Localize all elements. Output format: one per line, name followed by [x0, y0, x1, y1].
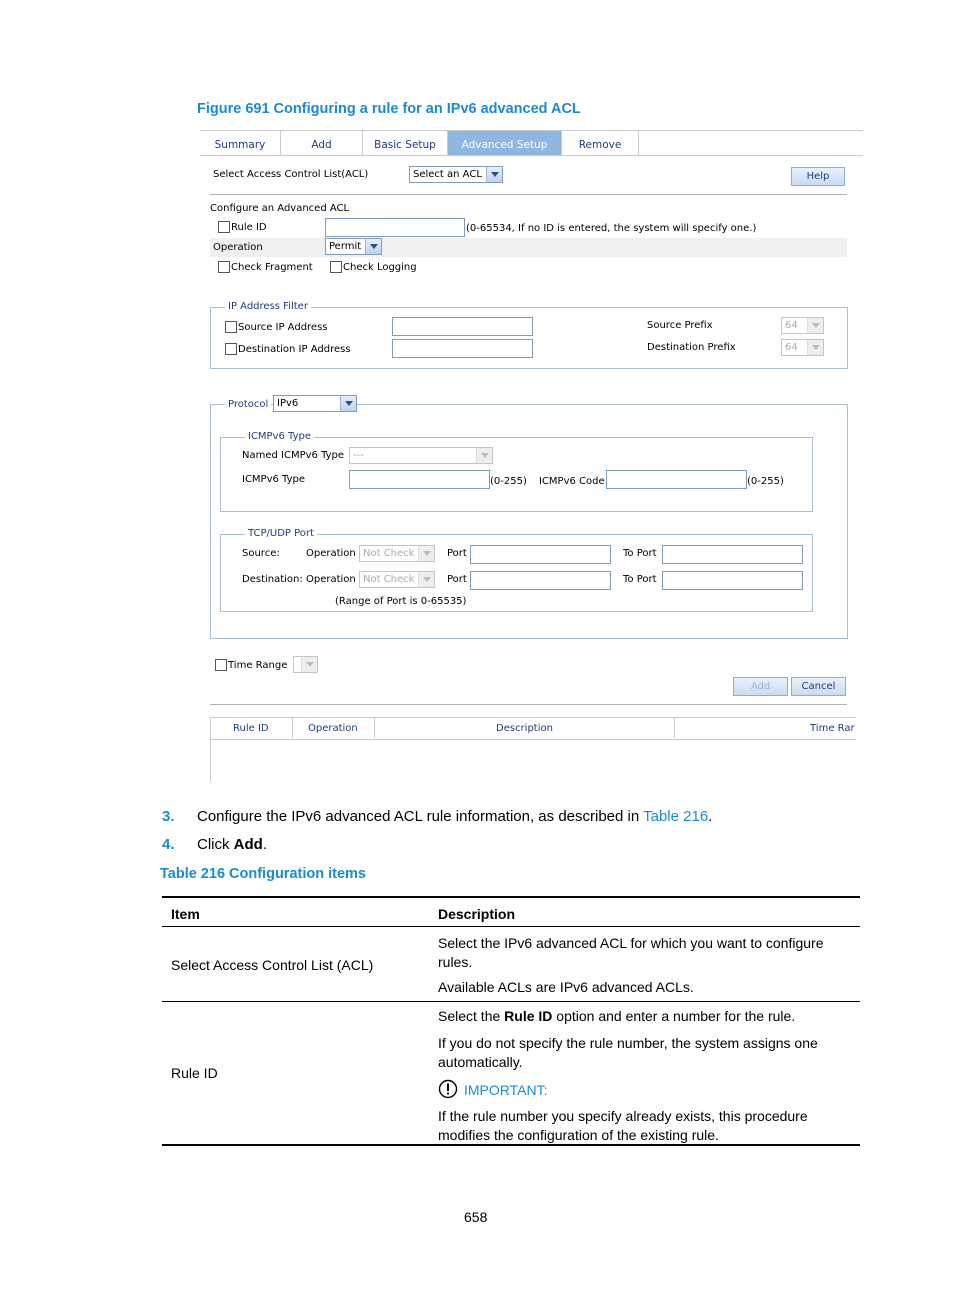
named-icmpv6-select[interactable] [349, 447, 493, 464]
table-bottom-rule [162, 1144, 860, 1146]
destination-to-port-label: To Port [623, 574, 657, 585]
row2-desc3: If the rule number you specify already exists, this procedure modifies the configuration of the existing rule. [438, 1108, 808, 1143]
step-4-period: . [262, 836, 268, 853]
destination-operation-select[interactable] [359, 571, 435, 588]
rule-id-checkbox[interactable] [218, 221, 230, 233]
divider [210, 704, 847, 705]
row1-desc2: Available ACLs are IPv6 advanced ACLs. [438, 979, 694, 995]
step-4-bold: Add [233, 836, 263, 853]
rule-id-input[interactable] [325, 218, 465, 237]
step-3 [162, 808, 713, 825]
row1-item: Select Access Control List (ACL) [171, 957, 374, 973]
help-button[interactable]: Help [791, 167, 845, 186]
column-divider [674, 718, 675, 738]
acl-select-value: Select an ACL [413, 169, 482, 180]
step-3-period: . [708, 808, 713, 825]
chevron-down-icon [807, 340, 823, 355]
source-port-label: Source: [242, 548, 280, 559]
divider [210, 194, 847, 195]
source-prefix-label: Source Prefix [647, 320, 713, 331]
column-divider [292, 718, 293, 738]
source-operation-value: Not Check [363, 548, 415, 559]
row2-desc1-before: Select the [438, 1008, 505, 1024]
row-divider [162, 1001, 860, 1002]
cancel-button[interactable]: Cancel [791, 677, 846, 696]
table-header-rule [162, 926, 860, 927]
port-range-note: (Range of Port is 0-65535) [335, 596, 467, 607]
dest-ip-checkbox[interactable] [225, 343, 237, 355]
destination-port-field-label: Port [447, 574, 467, 585]
dest-ip-input[interactable] [392, 339, 533, 358]
ip-filter-legend: IP Address Filter [225, 301, 311, 312]
destination-operation-label: Operation [306, 574, 356, 585]
chevron-down-icon [486, 167, 502, 182]
source-to-port-label: To Port [623, 548, 657, 559]
source-to-port-input[interactable] [662, 545, 803, 564]
chevron-down-icon [476, 448, 492, 463]
row2-desc1 [438, 1008, 795, 1024]
source-ip-input[interactable] [392, 317, 533, 336]
dest-prefix-label: Destination Prefix [647, 342, 736, 353]
step-4-text: Click [197, 836, 234, 853]
icmpv6-code-input[interactable] [606, 470, 747, 489]
tab-add[interactable]: Add [281, 131, 363, 155]
table-216-link[interactable]: Table 216 [643, 808, 709, 825]
row2-desc1-after: option and enter a number for the rule. [552, 1008, 796, 1024]
dest-prefix-select[interactable] [781, 339, 824, 356]
tcp-udp-legend: TCP/UDP Port [245, 528, 317, 539]
step-number: 3. [162, 808, 175, 825]
source-prefix-select[interactable] [781, 317, 824, 334]
time-range-select[interactable] [293, 656, 318, 673]
source-ip-label: Source IP Address [238, 322, 328, 333]
dest-ip-label: Destination IP Address [238, 344, 351, 355]
operation-row [210, 238, 847, 257]
protocol-select-value: IPv6 [277, 398, 299, 409]
column-header-operation[interactable]: Operation [308, 723, 358, 734]
check-fragment-checkbox[interactable] [218, 261, 230, 273]
table-title: Table 216 Configuration items [160, 866, 366, 882]
destination-operation-value: Not Check [363, 574, 415, 585]
rule-id-hint: (0-65534, If no ID is entered, the system will specify one.) [466, 223, 757, 234]
step-4 [162, 836, 268, 853]
icmpv6-type-input[interactable] [349, 470, 490, 489]
row2-desc2: If you do not specify the rule number, the system assigns one automatically. [438, 1035, 818, 1070]
column-header-rule-id[interactable]: Rule ID [233, 723, 269, 734]
protocol-select[interactable] [273, 395, 357, 412]
important-icon [438, 1079, 458, 1099]
rule-table-border [210, 717, 211, 781]
chevron-down-icon [418, 572, 434, 587]
source-port-input[interactable] [470, 545, 611, 564]
icmpv6-code-range: (0-255) [747, 476, 784, 487]
source-ip-checkbox[interactable] [225, 321, 237, 333]
icmpv6-code-label: ICMPv6 Code [539, 476, 605, 487]
destination-port-input[interactable] [470, 571, 611, 590]
row1-desc1: Select the IPv6 advanced ACL for which you want to configure rules. [438, 935, 824, 970]
source-port-field-label: Port [447, 548, 467, 559]
icmpv6-type-label: ICMPv6 Type [242, 474, 306, 485]
icmpv6-type-range: (0-255) [490, 476, 527, 487]
chevron-down-icon [365, 239, 381, 254]
rule-id-label: Rule ID [231, 222, 267, 233]
column-header-time-range[interactable]: Time Rar [810, 723, 855, 734]
table-header-description: Description [438, 906, 516, 922]
table-top-rule [162, 896, 860, 898]
check-logging-checkbox[interactable] [330, 261, 342, 273]
figure-title: Figure 691 Configuring a rule for an IPv6 advanced ACL [197, 101, 581, 117]
operation-select-value: Permit [329, 241, 362, 252]
tab-summary[interactable]: Summary [200, 131, 281, 155]
step-text [197, 808, 712, 825]
step-3-text: Configure the IPv6 advanced ACL rule information, as described in [197, 808, 644, 825]
operation-select[interactable] [325, 238, 382, 255]
table-header-item: Item [171, 906, 200, 922]
icmpv6-legend: ICMPv6 Type [245, 431, 314, 442]
time-range-label: Time Range [228, 660, 288, 671]
check-fragment-label: Check Fragment [231, 262, 313, 273]
tab-remove[interactable]: Remove [562, 131, 639, 155]
tab-basic-setup[interactable]: Basic Setup [363, 131, 448, 155]
check-logging-label: Check Logging [343, 262, 417, 273]
step-number: 4. [162, 836, 175, 853]
dest-prefix-value: 64 [785, 342, 798, 353]
chevron-down-icon [807, 318, 823, 333]
protocol-label: Protocol [225, 399, 271, 410]
chevron-down-icon [418, 546, 434, 561]
acl-select-label: Select Access Control List(ACL) [213, 169, 369, 180]
section-title: Configure an Advanced ACL [210, 203, 350, 214]
important-label: IMPORTANT: [464, 1082, 548, 1098]
column-divider [374, 718, 375, 738]
tab-advanced-setup[interactable]: Advanced Setup [448, 131, 562, 155]
destination-port-label: Destination: [242, 574, 303, 585]
source-operation-select[interactable] [359, 545, 435, 562]
tab-bar [200, 130, 863, 156]
page-number: 658 [464, 1209, 488, 1225]
chevron-down-icon [301, 657, 317, 672]
operation-label: Operation [213, 242, 263, 253]
source-prefix-value: 64 [785, 320, 798, 331]
add-button[interactable]: Add [733, 677, 788, 696]
source-operation-label: Operation [306, 548, 356, 559]
named-icmpv6-value: --- [353, 450, 364, 461]
named-icmpv6-label: Named ICMPv6 Type [242, 450, 345, 461]
destination-to-port-input[interactable] [662, 571, 803, 590]
column-header-description[interactable]: Description [496, 723, 553, 734]
chevron-down-icon [340, 396, 356, 411]
time-range-checkbox[interactable] [215, 659, 227, 671]
step-text [197, 836, 267, 853]
row2-desc1-bold: Rule ID [504, 1008, 553, 1024]
acl-select[interactable] [409, 166, 503, 183]
row2-item: Rule ID [171, 1065, 218, 1081]
